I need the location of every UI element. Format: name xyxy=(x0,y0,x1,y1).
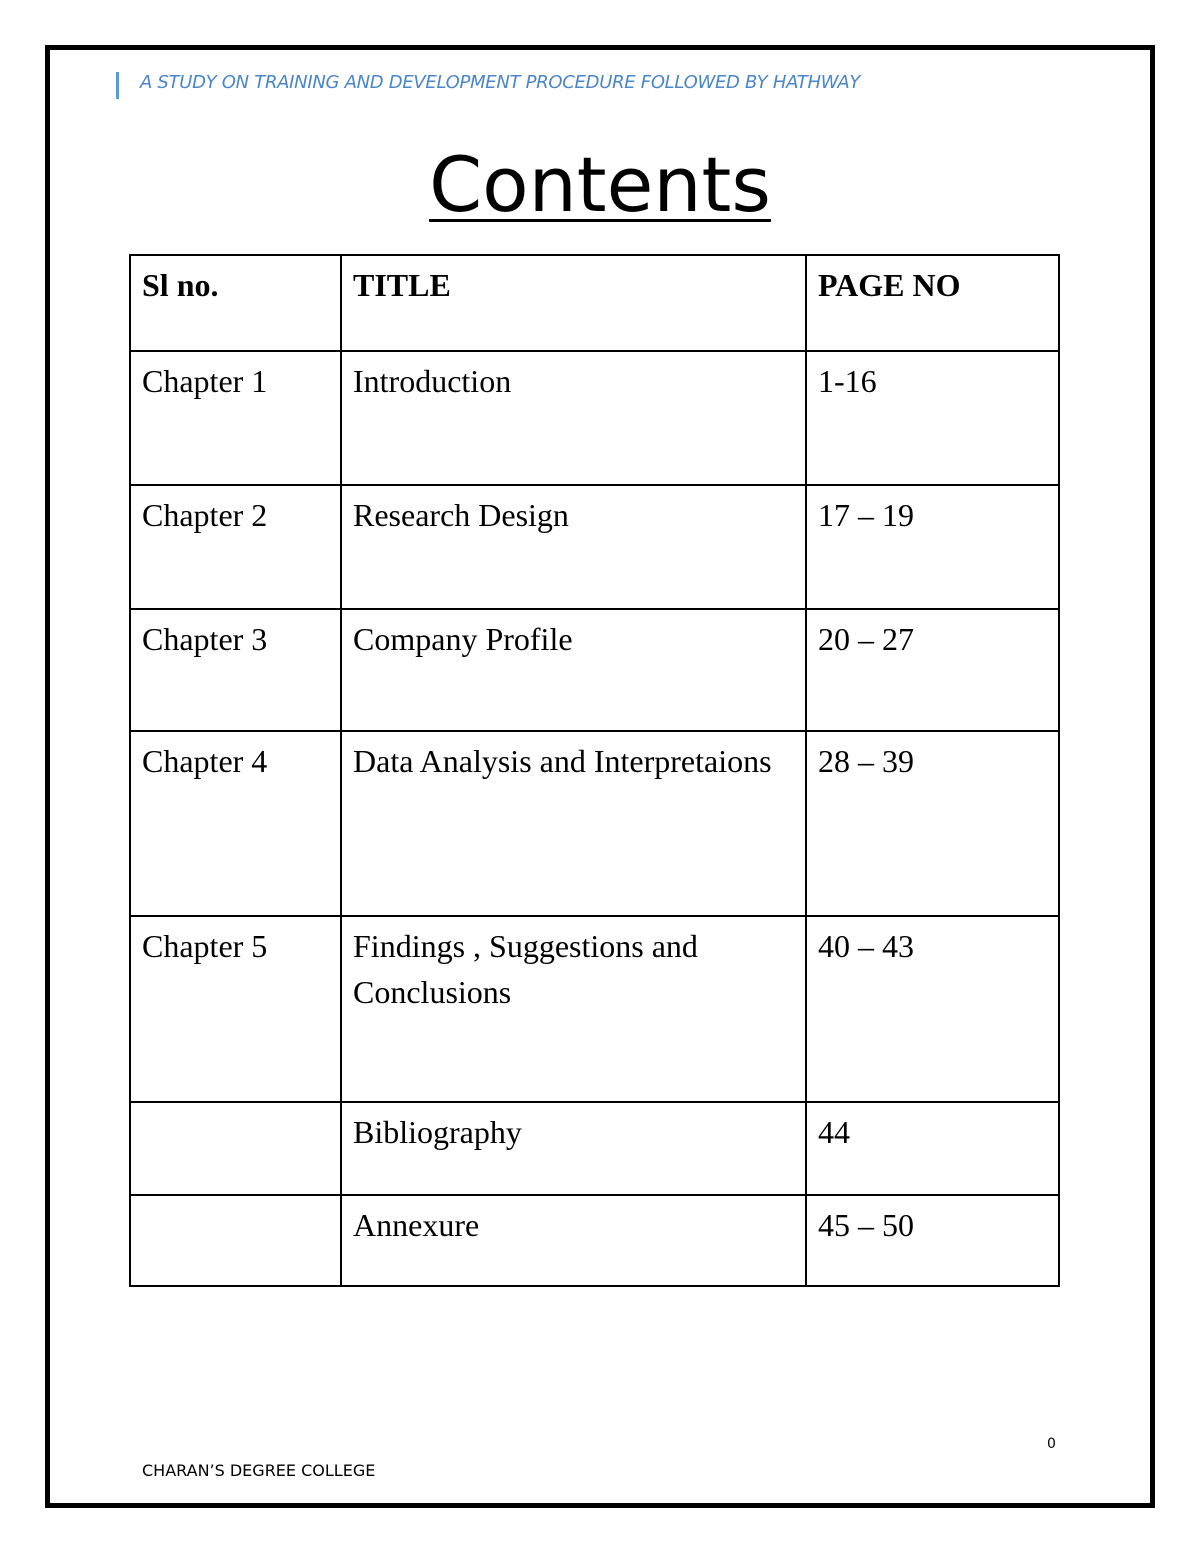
title-cell: Company Profile xyxy=(341,609,806,731)
table-row xyxy=(130,916,1059,1102)
title-cell: Data Analysis and Interpretaions xyxy=(341,731,806,916)
title-cell: Annexure xyxy=(341,1195,806,1286)
sl-cell: Chapter 2 xyxy=(130,485,341,609)
title-cell: Bibliography xyxy=(341,1102,806,1195)
page-title: Contents xyxy=(429,140,771,229)
page-cell: 1-16 xyxy=(806,351,1059,485)
table-row xyxy=(130,731,1059,916)
table-row xyxy=(130,351,1059,485)
page-cell: 45 – 50 xyxy=(806,1195,1059,1286)
sl-cell xyxy=(130,1102,341,1195)
page-cell: 44 xyxy=(806,1102,1059,1195)
running-header: A STUDY ON TRAINING AND DEVELOPMENT PROCEDURE FOLLOWED BY HATHWAY xyxy=(140,72,861,93)
sl-cell: Chapter 3 xyxy=(130,609,341,731)
page-cell: 20 – 27 xyxy=(806,609,1059,731)
column-header-page-no: PAGE NO xyxy=(806,255,1059,351)
footer-college-name: CHARAN’S DEGREE COLLEGE xyxy=(142,1461,376,1480)
page-number: 0 xyxy=(1047,1436,1056,1452)
title-cell: Introduction xyxy=(341,351,806,485)
sl-cell: Chapter 1 xyxy=(130,351,341,485)
table-row xyxy=(130,485,1059,609)
title-cell: Findings , Suggestions and Conclusions xyxy=(341,916,806,1102)
column-header-title: TITLE xyxy=(341,255,806,351)
sl-cell: Chapter 5 xyxy=(130,916,341,1102)
sl-cell xyxy=(130,1195,341,1286)
header-accent-bar xyxy=(116,72,119,99)
page-cell: 17 – 19 xyxy=(806,485,1059,609)
table-row xyxy=(130,1102,1059,1195)
table-row xyxy=(130,1195,1059,1286)
contents-table xyxy=(129,254,1060,1287)
title-cell: Research Design xyxy=(341,485,806,609)
table-row xyxy=(130,609,1059,731)
table-header-row xyxy=(130,255,1059,351)
page-cell: 28 – 39 xyxy=(806,731,1059,916)
column-header-sl-no: Sl no. xyxy=(130,255,341,351)
page-cell: 40 – 43 xyxy=(806,916,1059,1102)
sl-cell: Chapter 4 xyxy=(130,731,341,916)
